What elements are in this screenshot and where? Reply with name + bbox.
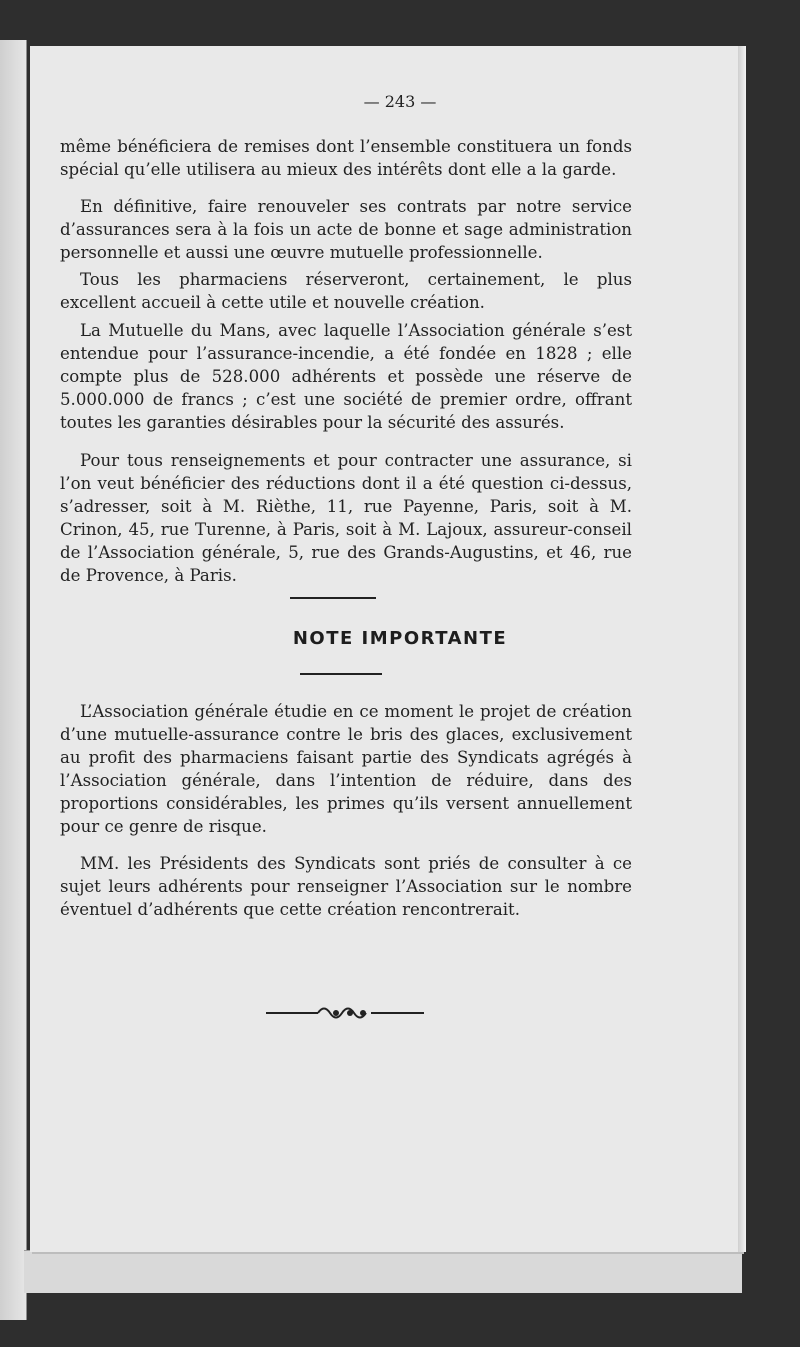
paragraph-7: MM. les Présidents des Syndicats sont priés de consulter à ce sujet leurs adhérents pour renseigner l’Association sur le nombre éventuel d’adhérents que cette création rencontrerait. [60,854,632,919]
divider-rule-bottom [300,673,382,675]
paragraph-3: Tous les pharmaciens réserveront, certainement, le plus excellent accueil à cette utile et nouvelle création. [60,270,632,312]
paragraph-1: même bénéficiera de remises dont l’ensemble constituera un fonds spécial qu’elle utilisera au mieux des intérêts dont elle a la garde. [60,137,632,179]
page-number: — 243 — [363,92,437,111]
page-bottom-shadow [24,1250,742,1293]
divider-rule-top [290,597,376,599]
paragraph-6: L’Association générale étudie en ce moment le projet de création d’une mutuelle-assurance contre le bris des glaces, exclusivement au profit des pharmaciens faisant partie des Syndicats agrégés à l’Association générale, dans l’intention de réduire, dans des proportions considérables, les primes qu’ils versent annuellement pour ce genre de risque. [60,702,632,836]
section-heading: NOTE IMPORTANTE [292,628,508,649]
paragraph-4: La Mutuelle du Mans, avec laquelle l’Association générale s’est entendue pour l’assurance-incendie, a été fondée en 1828 ; elle compte plus de 528.000 adhérents et possède une réserve de 5.000.000 de francs ; c’est une société de premier ordre, offrant toutes les garanties désirables pour la sécurité des assurés. [60,321,632,432]
paragraph-5: Pour tous renseignements et pour contracter une assurance, si l’on veut bénéficier des réductions dont il a été question ci-dessus, s’adresser, soit à M. Rièthe, 11, rue Payenne, Paris, soit à M. Crinon, 45, rue Turenne, à Paris, soit à M. Lajoux, assureur-conseil de l’Association générale, 5, rue des Grands-Augustins, et 46, rue de Provence, à Paris. [60,451,632,585]
page-right-edge [738,46,746,1252]
previous-page-edge [0,40,27,1320]
ornament-icon [262,1001,427,1025]
paragraph-2: En définitive, faire renouveler ses contrats par notre service d’assurances sera à la fois un acte de bonne et sage administration personnelle et aussi une œuvre mutuelle professionnelle. [60,197,632,262]
